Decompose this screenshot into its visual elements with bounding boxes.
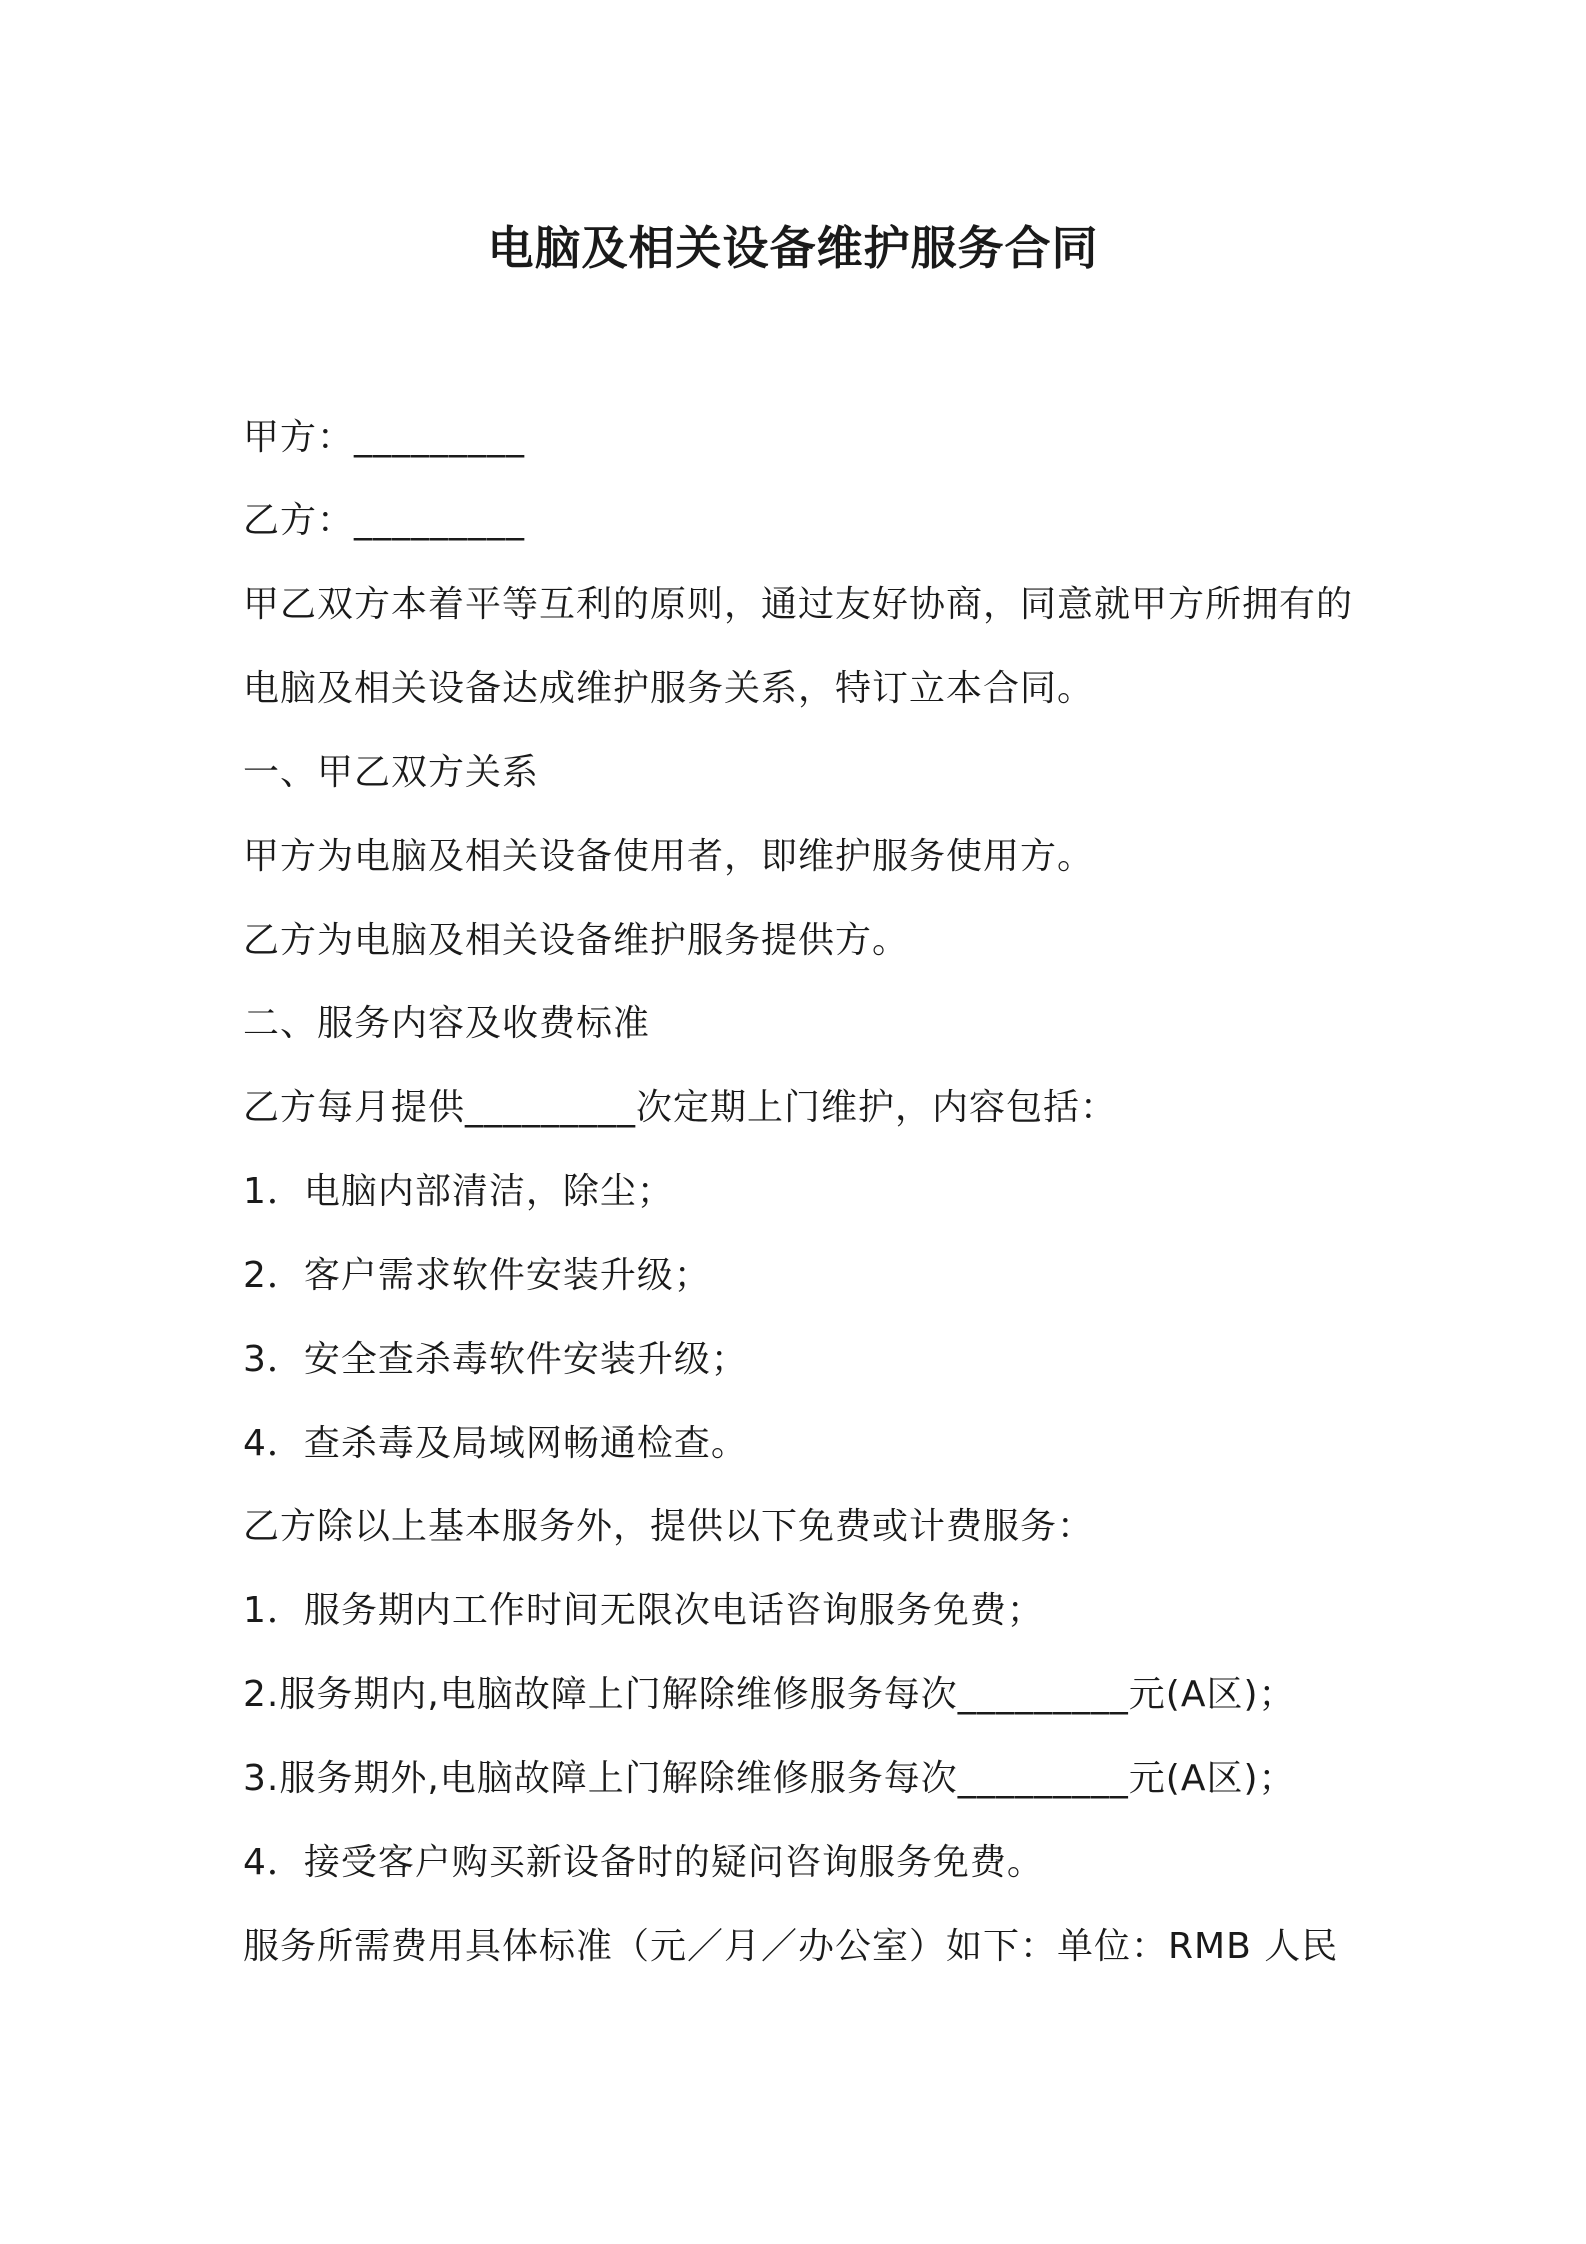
party-b-line: 乙方：_________ [243, 500, 526, 541]
basic-service-item-4: 4．查杀毒及局域网畅通检查。 [243, 1423, 748, 1464]
service-intro-line: 乙方每月提供_________次定期上门维护，内容包括： [243, 1087, 1118, 1128]
basic-service-item-2: 2．客户需求软件安装升级； [243, 1255, 711, 1296]
section-1-para-2: 乙方为电脑及相关设备维护服务提供方。 [243, 920, 910, 961]
basic-service-item-1: 1．电脑内部清洁，除尘； [243, 1171, 674, 1212]
preamble-line-2: 电脑及相关设备达成维护服务关系，特订立本合同。 [243, 668, 1095, 709]
party-a-line: 甲方：_________ [243, 417, 526, 458]
fee-standard-line: 服务所需费用具体标准（元／月／办公室）如下：单位：RMB 人民 [243, 1926, 1339, 1967]
extra-service-item-4: 4．接受客户购买新设备时的疑问咨询服务免费。 [243, 1842, 1044, 1883]
document-title: 电脑及相关设备维护服务合同 [487, 221, 1099, 275]
extra-service-item-2: 2.服务期内,电脑故障上门解除维修服务每次_________元(A区)； [243, 1674, 1296, 1715]
preamble-line-1: 甲乙双方本着平等互利的原则，通过友好协商，同意就甲方所拥有的 [243, 584, 1354, 625]
section-1-heading: 一、甲乙双方关系 [243, 752, 540, 793]
basic-service-item-3: 3．安全查杀毒软件安装升级； [243, 1339, 748, 1380]
extra-service-item-1: 1．服务期内工作时间无限次电话咨询服务免费； [243, 1590, 1044, 1631]
section-2-heading: 二、服务内容及收费标准 [243, 1003, 651, 1044]
extra-service-intro: 乙方除以上基本服务外，提供以下免费或计费服务： [243, 1506, 1095, 1547]
extra-service-item-3: 3.服务期外,电脑故障上门解除维修服务每次_________元(A区)； [243, 1758, 1296, 1799]
section-1-para-1: 甲方为电脑及相关设备使用者，即维护服务使用方。 [243, 836, 1095, 877]
